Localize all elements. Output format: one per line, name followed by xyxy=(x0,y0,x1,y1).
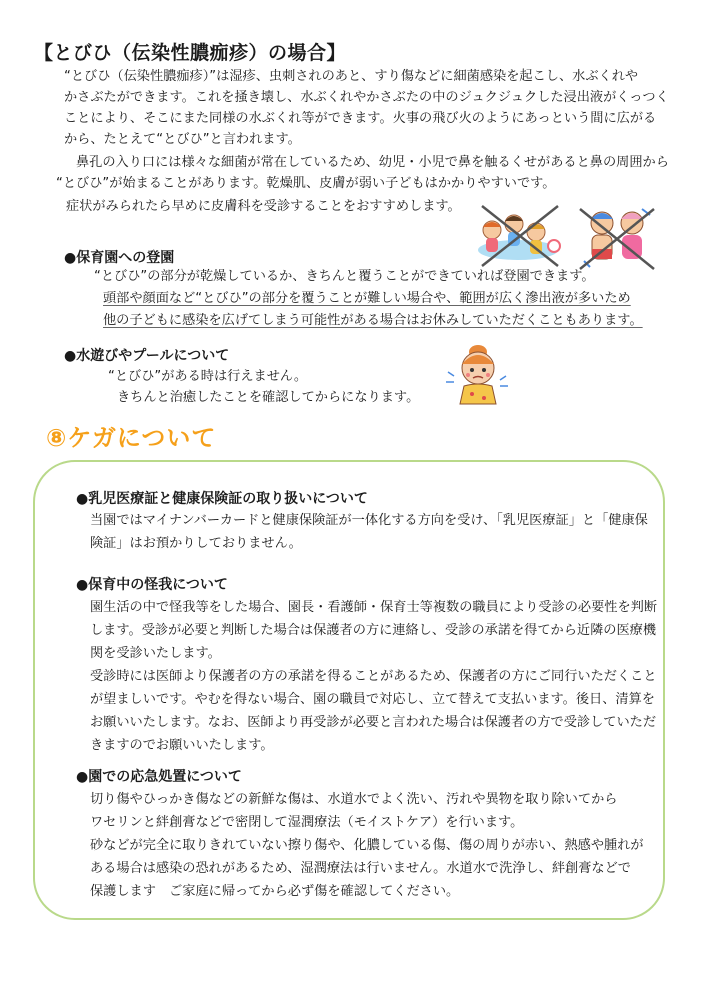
attendance-line: 頭部や顔面など“とびひ”の部分を覆うことが難しい場合や、範囲が広く滲出液が多いため xyxy=(103,291,631,306)
attendance-line: 他の子どもに感染を広げてしまう可能性がある場合はお休みしていただくこともあります。 xyxy=(103,313,643,328)
first-aid-paragraph xyxy=(90,788,644,903)
intro-line: “とびひ（伝染性膿痂疹）”は湿疹、虫刺されのあと、すり傷などに細菌感染を起こし、水ぶくれや xyxy=(64,69,639,84)
first-aid-line: 保護します ご家庭に帰ってから必ず傷を確認してください。 xyxy=(90,884,460,899)
intro-line: ことにより、そこにまた同様の水ぶくれ等ができます。火事の飛び火のようにあっという間に広がる xyxy=(64,111,657,126)
injury-line: きますのでお願いいたします。 xyxy=(90,738,274,753)
insurance-paragraph xyxy=(90,509,648,555)
injury-line: が望ましいです。やむを得ない場合、園の職員で対応し、立て替えて支払います。後日、清算を xyxy=(90,692,655,707)
advice-text: 症状がみられたら早めに皮膚科を受診することをおすすめします。 xyxy=(66,199,461,214)
nose-paragraph xyxy=(56,152,669,194)
first-aid-line: ある場合は感染の恐れがあるため、湿潤療法は行いません。水道水で洗浄し、絆創膏などで xyxy=(90,861,631,876)
pool-heading: ●水遊びやプールについて xyxy=(64,348,230,364)
injury-line: 受診時には医師より保護者の方の承諾を得ることがあるため、保護者の方にご同行いただくこと xyxy=(90,669,657,684)
injury-paragraph xyxy=(90,596,657,757)
swimmers-crossed-illustration xyxy=(576,205,658,273)
itchy-child-illustration xyxy=(440,342,516,408)
page-title: 【とびひ（伝染性膿痂疹）の場合】 xyxy=(34,42,347,64)
first-aid-line: ワセリンと絆創膏などで密閉して湿潤療法（モイストケア）を行います。 xyxy=(90,815,524,830)
injury-line: 園生活の中で怪我等をした場合、園長・看護師・保育士等複数の職員により受診の必要性を判断 xyxy=(90,600,658,615)
first-aid-line: 切り傷やひっかき傷などの新鮮な傷は、水道水でよく洗い、汚れや異物を取り除いてから xyxy=(90,792,618,807)
injury-line: 関を受診いたします。 xyxy=(90,646,221,661)
nose-line: “とびひ”が始まることがあります。乾燥肌、皮膚が弱い子どもはかかりやすいです。 xyxy=(56,176,556,191)
nose-line: 鼻孔の入り口には様々な細菌が常在しているため、幼児・小児で鼻を触るくせがあると鼻の周囲から xyxy=(76,155,669,170)
pool-line: “とびひ”がある時は行えません。 xyxy=(108,369,308,384)
intro-line: かさぶたができます。これを掻き壊し、水ぶくれやかさぶたの中のジュクジュクした浸出液がくっつく xyxy=(64,90,669,105)
insurance-line: 険証」はお預かりしておりません。 xyxy=(90,536,302,551)
intro-line: から、たとえて“とびひ”と言われます。 xyxy=(64,132,301,147)
first-aid-heading: ●園での応急処置について xyxy=(76,769,242,785)
attendance-line: “とびひ”の部分が乾燥しているか、きちんと覆うことができていれば登園できます。 xyxy=(94,269,595,284)
insurance-line: 当園ではマイナンバーカードと健康保険証が一体化する方向を受け、「乳児医療証」と「健康保 xyxy=(90,513,648,528)
attendance-heading: ●保育園への登園 xyxy=(64,250,175,266)
section-8-title: ⑧ケガについて xyxy=(46,424,217,452)
intro-paragraph xyxy=(64,66,669,150)
injury-line: お願いいたします。なお、医師より再受診が必要と言われた場合は保護者の方で受診していただ xyxy=(90,715,657,730)
first-aid-line: 砂などが完全に取りきれていない擦り傷や、化膿している傷、傷の周りが赤い、熱感や腫れが xyxy=(90,838,644,853)
injury-heading: ●保育中の怪我について xyxy=(76,577,228,593)
children-playing-crossed-illustration xyxy=(468,200,568,270)
injury-line: します。受診が必要と判断した場合は保護者の方に連絡し、受診の承諾を得てから近隣の医療機 xyxy=(90,623,657,638)
insurance-heading: ●乳児医療証と健康保険証の取り扱いについて xyxy=(76,491,368,507)
pool-line: きちんと治癒したことを確認してからになります。 xyxy=(117,390,420,405)
